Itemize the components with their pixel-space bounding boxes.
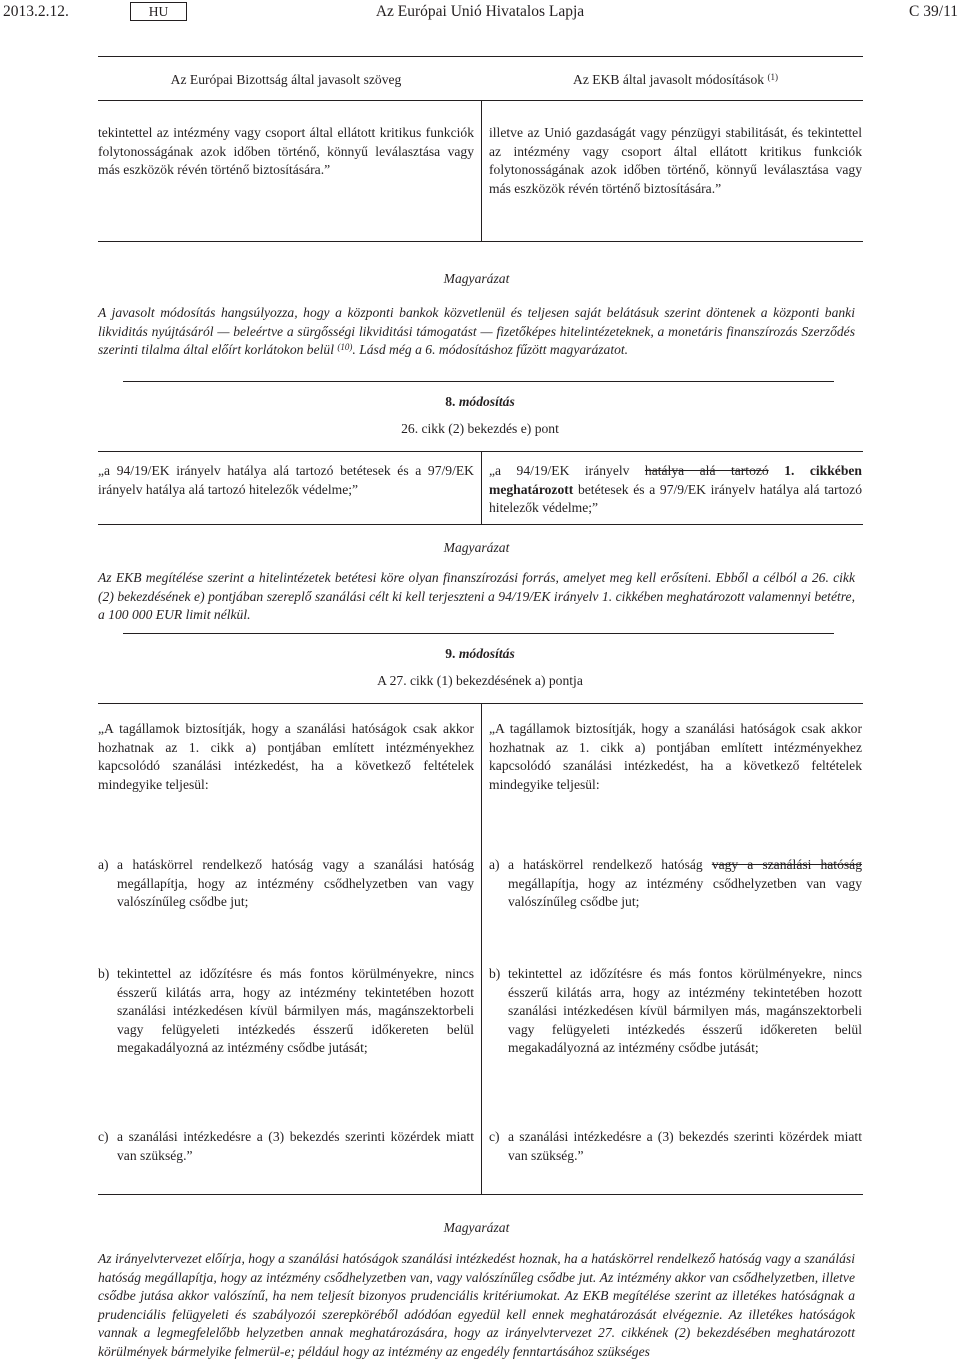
page-number: C 39/11 bbox=[909, 3, 958, 20]
inserted-text: 1. cikkében meghatározott bbox=[489, 463, 862, 497]
explanation-text: Az EKB megítélése szerint a hitelintézetek betétesi köre olyan finanszírozási forrás, amelyet meg kell erősíteni. Ebből a célból a 26. cikk (2) bekezdésének e) pontjában szereplő szanálási célt ki kell terjeszteni a 94/19/EK irányelv 1. cikkében meghatározott valamennyi betétre, a 100 000 EUR limit nélkül. bbox=[98, 570, 855, 622]
column-divider bbox=[481, 101, 482, 241]
table-bottom-rule bbox=[98, 524, 863, 525]
amendment7-commission-text: tekintettel az intézmény vagy csoport által ellátott kritikus funkciók folytonosságának azok időben történő, könnyű leválasztása vagy más eszközök révén történő biztosítására.” bbox=[98, 125, 474, 177]
explanation-heading: Magyarázat bbox=[443, 1220, 510, 1235]
amendment9-title: 9. módosítás bbox=[445, 646, 515, 661]
table-bottom-rule bbox=[98, 241, 863, 242]
explanation-text: A javasolt módosítás hangsúlyozza, hogy a központi bankok közvetlenül és teljesen saját belátásuk szerint döntenek a központi banki likviditás nyújtásáról — beleértve a sürgősségi likviditási támogatást — fizetőképes hitelintézeteknek, a monetáris finanszírozás Szerződés szerinti tilalma által előírt korlátokon belül $^{(10)}$. Lásd még a 6. módosításhoz fűzött magyarázatot. bbox=[98, 305, 855, 357]
explanation-heading: Magyarázat bbox=[443, 271, 510, 286]
amendment9-ecb-point-a: a) a hatáskörrel rendelkező hatóság vagy a szanálási hatóság megállapítja, hogy az intézmény csődhelyzetben van vagy valószínűleg csődbe jut; bbox=[489, 857, 863, 909]
amendment8-title: 8. módosítás bbox=[445, 394, 515, 409]
section-separator bbox=[123, 633, 834, 634]
column-heading-commission: Az Európai Bizottság által javasolt szöveg bbox=[170, 72, 402, 87]
amendment9-commission-intro: „A tagállamok biztosítják, hogy a szanálási hatóságok csak akkor hozhatnak az 1. cikk a) pontjában említett intézményekhez kapcsolódó szanálási intézkedést, ha a következő feltételek mindegyike teljesül: bbox=[98, 721, 474, 792]
language-code-box: HU bbox=[130, 2, 187, 21]
deleted-text: hatálya alá tartozó bbox=[644, 463, 769, 478]
deleted-text: vagy a szanálási hatóság bbox=[711, 857, 863, 872]
amendment9-ecb-point-c: c) a szanálási intézkedésre a (3) bekezdés szerinti közérdek miatt van szükség.” bbox=[489, 1129, 862, 1163]
publication-date: 2013.2.12. bbox=[3, 3, 69, 20]
column-heading-ecb: Az EKB által javasolt módosítások $^{(1)}$ bbox=[573, 72, 778, 87]
amendment8-ecb-text: „a 94/19/EK irányelv hatálya alá tartozó 1. cikkében meghatározott betétesek és a 97/9/EK irányelv hatálya alá tartozó hitelezők védelme;” bbox=[489, 463, 862, 515]
table-bottom-rule bbox=[98, 1194, 863, 1195]
amendment8-subtitle: 26. cikk (2) bekezdés e) pont bbox=[401, 421, 559, 436]
table-top-rule bbox=[98, 56, 863, 57]
explanation-heading: Magyarázat bbox=[443, 540, 510, 555]
journal-title: Az Európai Unió Hivatalos Lapja bbox=[375, 3, 585, 20]
amendment9-subtitle: A 27. cikk (1) bekezdésének a) pontja bbox=[377, 673, 583, 688]
amendment8-commission-text: „a 94/19/EK irányelv hatálya alá tartozó betétesek és a 97/9/EK irányelv hatálya alá tartozó hitelezők védelme;” bbox=[98, 463, 474, 497]
amendment9-ecb-intro: „A tagállamok biztosítják, hogy a szanálási hatóságok csak akkor hozhatnak az 1. cikk a) pontjában említett intézményekhez kapcsolódó szanálási intézkedést, ha a következő feltételek mindegyike teljesül: bbox=[489, 721, 862, 792]
amendment9-commission-point-a: a) a hatáskörrel rendelkező hatóság vagy a szanálási hatóság megállapítja, hogy az intézmény csődhelyzetben van vagy valószínűleg csődbe jut; bbox=[98, 857, 474, 909]
section-separator bbox=[123, 381, 834, 382]
column-divider bbox=[481, 704, 482, 1194]
amendment7-ecb-text: illetve az Unió gazdaságát vagy pénzügyi stabilitását, és tekintettel az intézmény vagy csoport által ellátott kritikus funkciók folytonosságának azok időben történő, könnyű leválasztása vagy más eszközök révén történő biztosítására.” bbox=[489, 125, 862, 196]
amendment9-ecb-point-b: b) tekintettel az időzítésre és más fontos körülményekre, nincs ésszerű kilátás arra, hogy az intézmény tekintetében hozott szanálási intézkedésen kívül bármilyen más, magánszektorbeli vagy felügyeleti intézkedés ésszerű időkereten belül megakadályozná az intézmény csődbe jutását; bbox=[489, 966, 862, 1055]
column-divider bbox=[481, 452, 482, 524]
amendment9-commission-point-b: b) tekintettel az időzítésre és más fontos körülményekre, nincs ésszerű kilátás arra, hogy az intézmény tekintetében hozott szanálási intézkedésen kívül bármilyen más, magánszektorbeli vagy felügyeleti intézkedés ésszerű időkereten belül megakadályozná az intézmény csődbe jutását; bbox=[98, 966, 474, 1055]
amendment9-commission-point-c: c) a szanálási intézkedésre a (3) bekezdés szerinti közérdek miatt van szükség.” bbox=[98, 1129, 474, 1163]
explanation-text: Az irányelvtervezet előírja, hogy a szanálási hatóságok szanálási intézkedést hoznak, ha a hatáskörrel rendelkező hatóság vagy a szanálási hatóság megállapítja, hogy az intézmény csődhelyzetben van, vagy valószínűleg csődbe jut. Az intézmény akkor van csődhelyzetben, illetve csődbe jutása akkor valószínű, ha nem teljesít bizonyos prudenciális kritériumokat. Az EKB megítélése szerint az illetékes hatóságnak a prudenciális felügyeleti és szabályozói szerepköréből adódóan egyedül kell ennek meghatározását elvégeznie. Az illetékes hatóságok vannak a legmegfelelőbb helyzetben annak meghatározására, hogy az irányelvtervezet 27. cikkének (2) bekezdésében meghatározott körülmények bármelyike felmerül-e; például hogy az intézmény az engedély fenntartásához szükséges bbox=[98, 1251, 855, 1359]
